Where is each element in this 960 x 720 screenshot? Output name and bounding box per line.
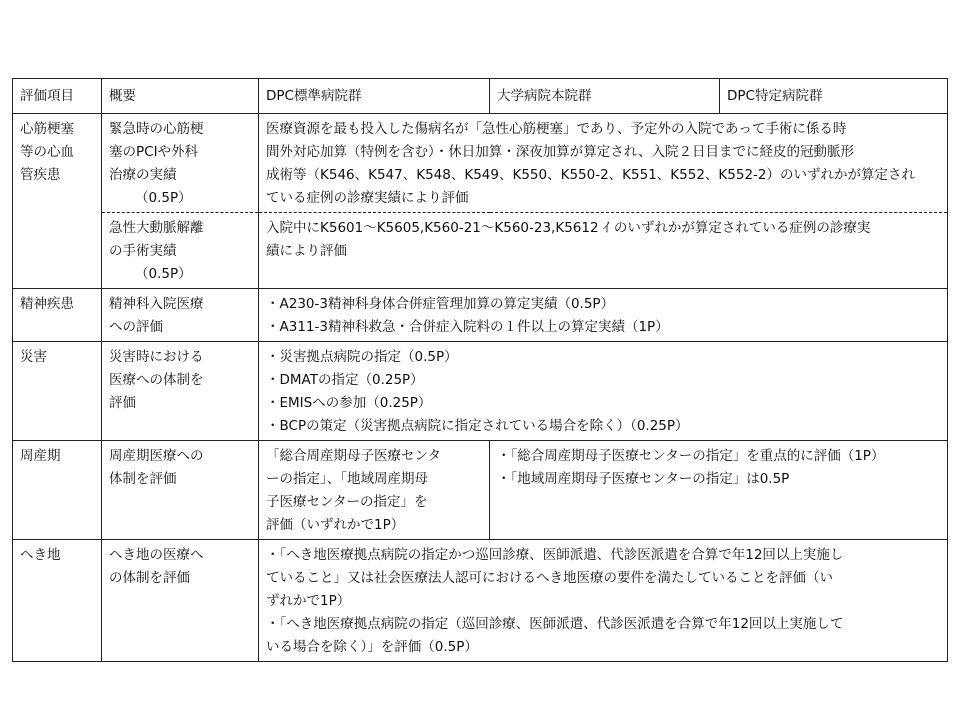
header-summary: 概要: [102, 79, 259, 114]
table-row-psych: [13, 289, 948, 342]
header-university: 大学病院本院群: [490, 79, 720, 114]
table-row-cardio-1: [13, 114, 948, 213]
header-dpc-standard: DPC標準病院群: [259, 79, 490, 114]
detail-perinatal-other: ・「総合周産期母子医療センターの指定」を重点的に評価（1P） ・「地域周産期母子医療センターの指定」は0.5P: [490, 441, 948, 540]
detail-psych: ・A230-3精神科身体合併症管理加算の算定実績（0.5P） ・A311-3精神科救急・合併症入院料の１件以上の算定実績（1P）: [259, 289, 948, 342]
summary-cardio-mi: 緊急時の心筋梗 塞のPCIや外科 治療の実績 （0.5P）: [102, 114, 259, 213]
detail-cardio-mi: 医療資源を最も投入した傷病名が「急性心筋梗塞」であり、予定外の入院であって手術に係る時 間外対応加算（特例を含む）・休日加算・深夜加算が算定され、入院２日目までに経皮的冠動脈形 成術等（K546、K547、K548、K549、K550、K550-2、K551、K552、K552-2）のいずれかが算定され ている症例の診療実績により評価: [259, 114, 948, 213]
summary-disaster: 災害時における 医療への体制を 評価: [102, 342, 259, 441]
table-row-cardio-2: [13, 213, 948, 289]
header-dpc-specific: DPC特定病院群: [720, 79, 948, 114]
detail-disaster: ・災害拠点病院の指定（0.5P） ・DMATの指定（0.25P） ・EMISへの参加（0.25P） ・BCPの策定（災害拠点病院に指定されている場合を除く）（0.25P）: [259, 342, 948, 441]
detail-perinatal-standard: 「総合周産期母子医療センタ ーの指定」、「地域周産期母 子医療センターの指定」を 評価（いずれかで1P）: [259, 441, 490, 540]
header-eval-item: 評価項目: [13, 79, 102, 114]
detail-cardio-aortic: 入院中にK5601～K5605,K560-21～K560-23,K5612 ｲ のいずれかが算定されている症例の診療実 績により評価: [259, 213, 948, 289]
detail-remote: ・「へき地医療拠点病院の指定かつ巡回診療、医師派遣、代診医派遣を合算で年12回以上実施し ていること」又は社会医療法人認可におけるへき地医療の要件を満たしていることを評価（い ずれかで1P） ・「へき地医療拠点病院の指定（巡回診療、医師派遣、代診医派遣を合算で年12回以上実施して いる場合を除く）」を評価（0.5P）: [259, 540, 948, 662]
summary-perinatal: 周産期医療への 体制を評価: [102, 441, 259, 540]
item-cardio: 心筋梗塞 等の心血 管疾患: [13, 114, 102, 289]
evaluation-table: [12, 78, 948, 662]
item-psych: 精神疾患: [13, 289, 102, 342]
summary-psych: 精神科入院医療 への評価: [102, 289, 259, 342]
item-perinatal: 周産期: [13, 441, 102, 540]
table-header-row: [13, 79, 948, 114]
item-remote: へき地: [13, 540, 102, 662]
summary-remote: へき地の医療へ の体制を評価: [102, 540, 259, 662]
table-row-perinatal: [13, 441, 948, 540]
item-disaster: 災害: [13, 342, 102, 441]
table-row-disaster: [13, 342, 948, 441]
summary-cardio-aortic: 急性大動脈解離 の手術実績 （0.5P）: [102, 213, 259, 289]
table-row-remote: [13, 540, 948, 662]
